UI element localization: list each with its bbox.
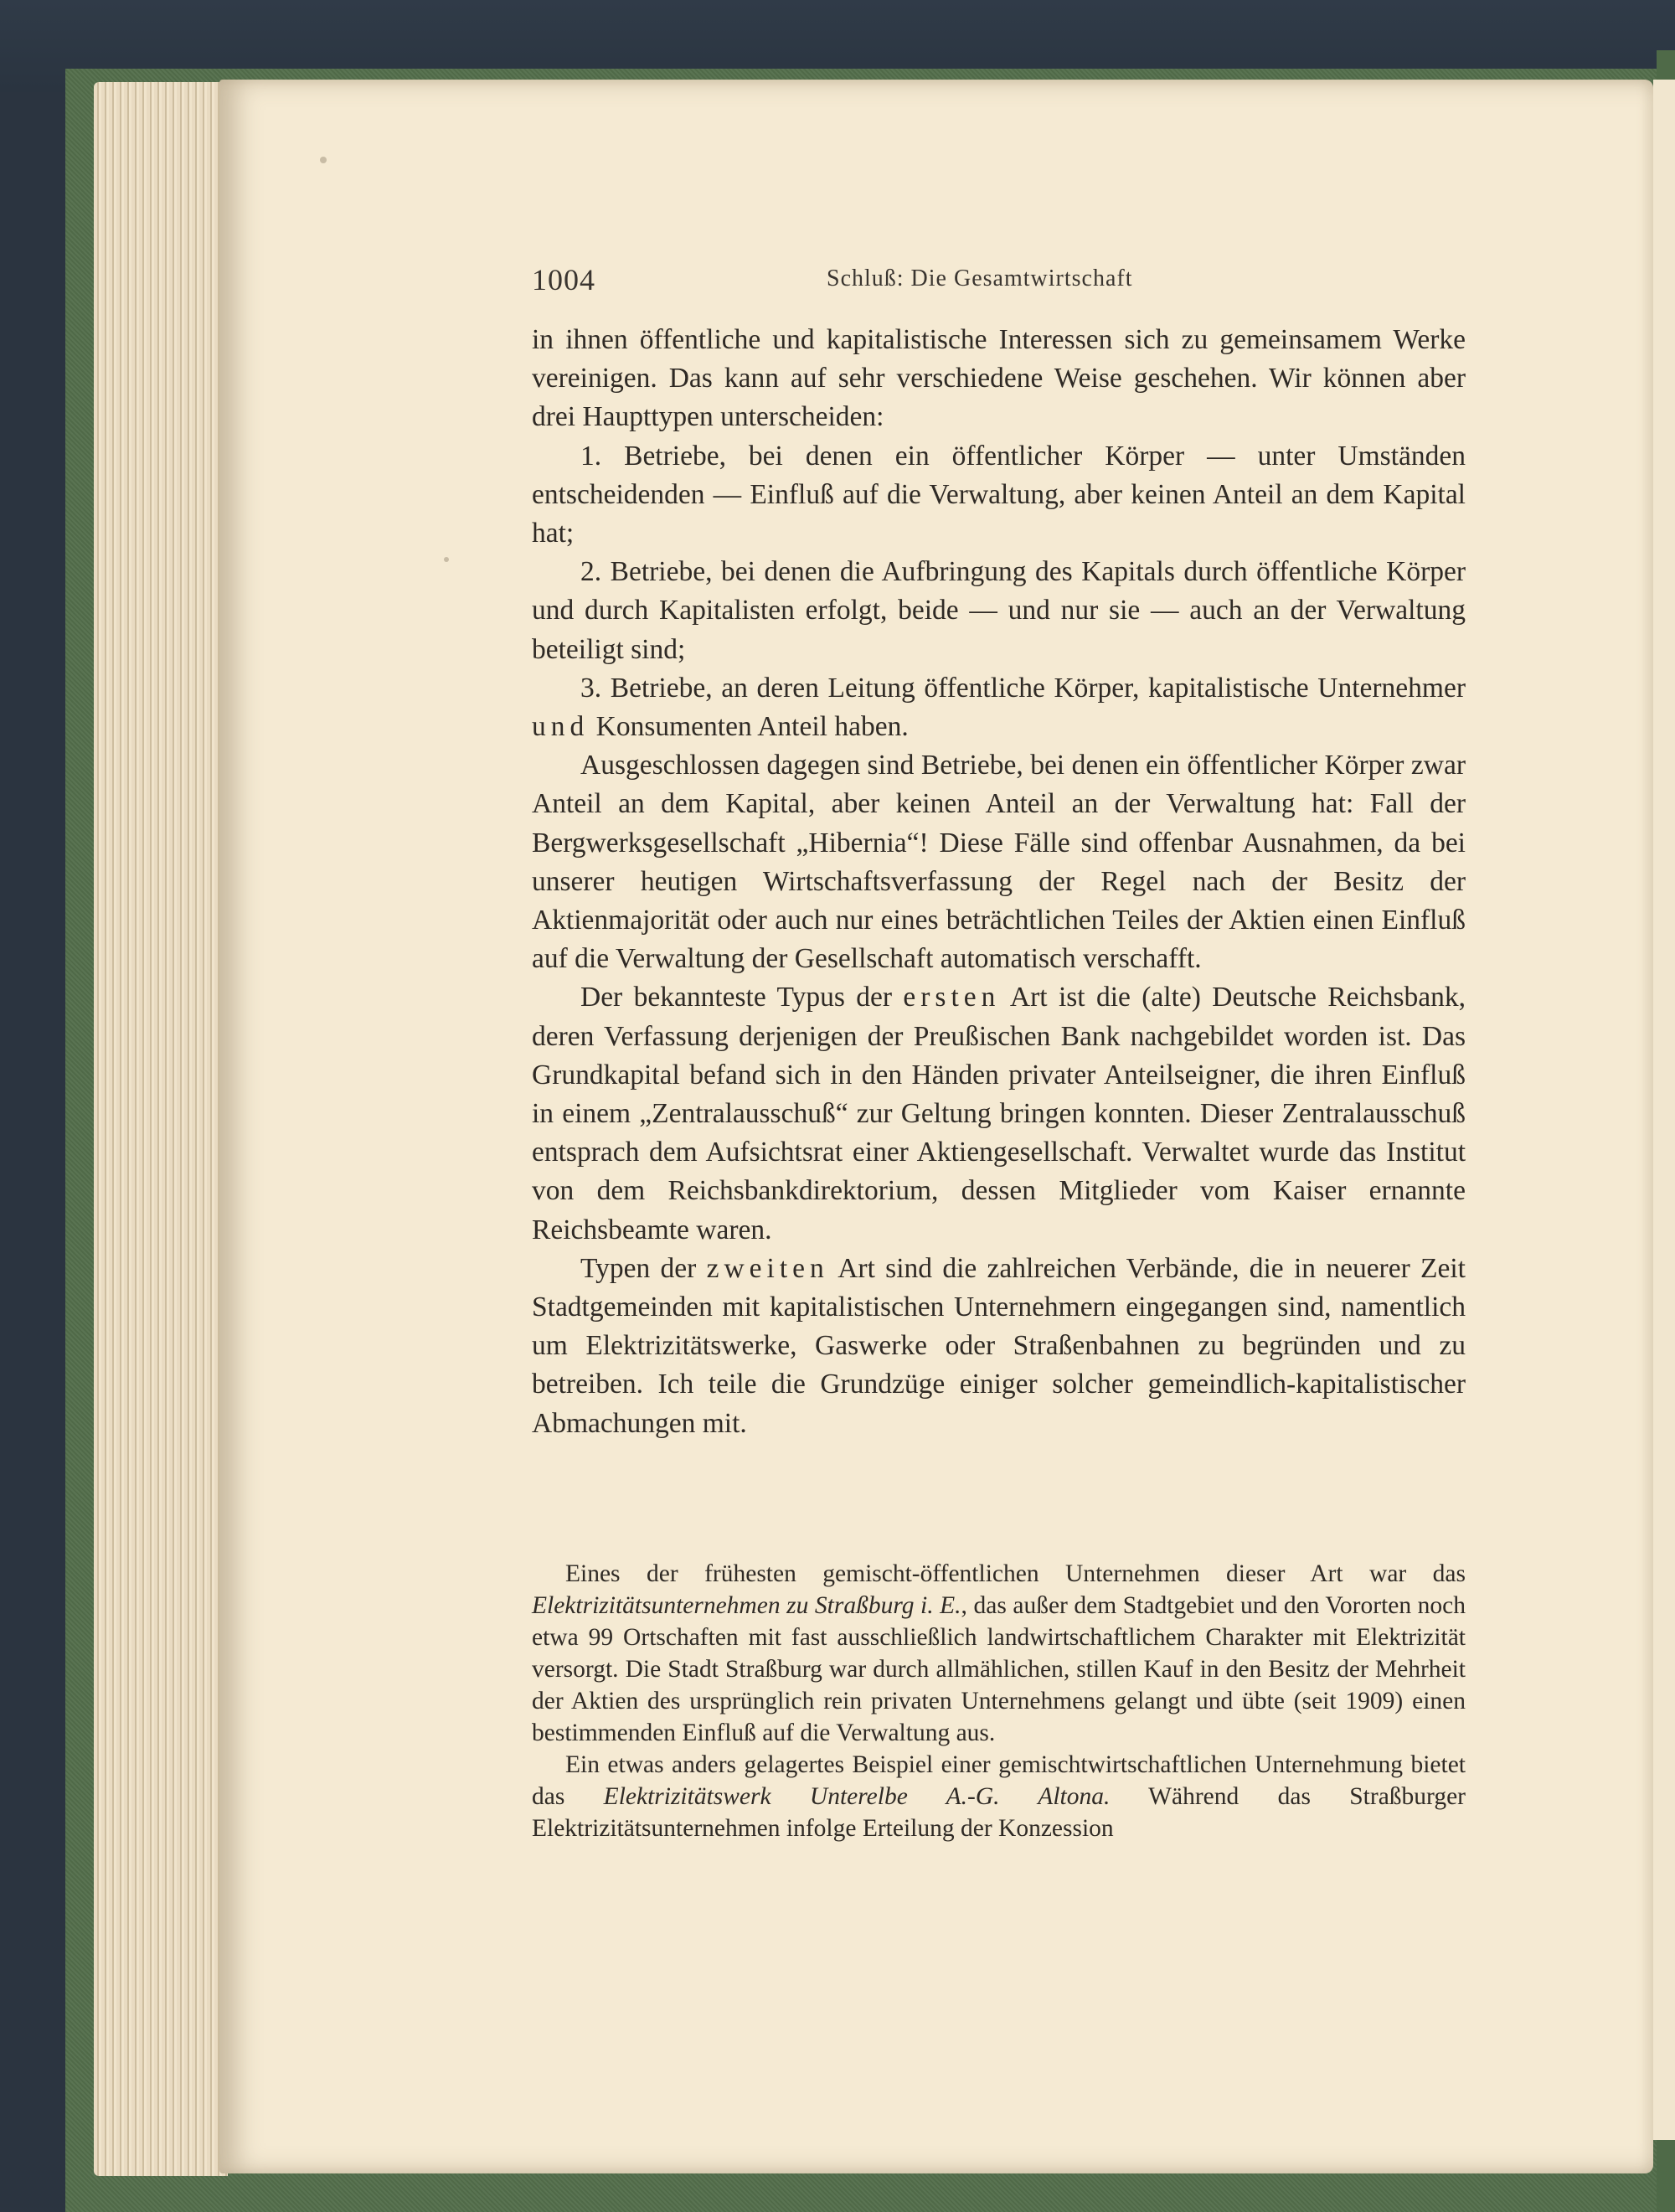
paper-speck — [320, 157, 327, 163]
strassburg-company-name: Elektrizitätsunternehmen zu Straßburg i. E. — [532, 1592, 961, 1619]
strassburg-text-b: , das außer dem Stadtgebiet und den Vororten noch etwa 99 Ortschaften mit fast ausschließlich landwirtschaftlichem Charakter mit Elektrizität versorgt. Die Stadt Straßburg war durch allmählichen, stillen Kauf in den Besitz der Mehrheit der Aktien des ursprünglich rein privaten Unternehmens gelangt und übte (seit 1909) einen bestimmenden Einfluß auf die Verwaltung aus. — [532, 1592, 1466, 1746]
paper-speck — [444, 557, 449, 562]
list-item-type-2: 2. Betriebe, bei denen die Aufbringung des Kapitals durch öffentliche Körper und durch Kapitalisten erfolgt, beide — und nur sie — auch an der Verwaltung beteiligt sind; — [532, 556, 1466, 665]
paragraph-first-type — [532, 978, 1466, 1249]
strassburg-text-a: Eines der frühesten gemischt-öffentlichen Unternehmen dieser Art war das — [565, 1560, 1466, 1587]
page-edges — [94, 82, 228, 2176]
facing-page-edge — [1653, 80, 1675, 2140]
paragraph-excluded: Ausgeschlossen dagegen sind Betriebe, bei denen ein öffentlicher Körper zwar Anteil an dem Kapital, aber keinen Anteil an der Verwaltung hat: Fall der Bergwerksgesellschaft „Hibernia“! Diese Fälle sind offenbar Ausnahmen, da bei unserer heutigen Wirtschaftsverfassung der Regel nach der Besitz der Aktienmajorität oder auch nur eines beträchtlichen Teiles der Aktien einen Einfluß auf die Verwaltung der Gesellschaft automatisch verschafft. — [532, 750, 1466, 975]
spaced-ersten: ersten — [903, 982, 1001, 1013]
second-type-text-a: Typen der — [580, 1252, 707, 1284]
altona-text-a: Ein etwas anders gelagertes Beispiel einer gemischtwirtschaftlichen Unternehmung bietet das — [532, 1751, 1466, 1810]
first-type-text-b: Art ist die (alte) Deutsche Reichsbank, deren Verfassung derjenigen der Preußischen Bank nachgebildet worden ist. Das Grundkapital befand sich in den Händen privater Anteilseigner, die ihren Einfluß in einem „Zentralausschuß“ zur Geltung bringen konnten. Dieser Zentralausschuß entsprach dem Aufsichtsrat einer Aktiengesellschaft. Verwaltet wurde das Institut von dem Reichsbankdirektorium, dessen Mitglieder vom Kaiser ernannte Reichsbeamte waren. — [532, 982, 1466, 1245]
first-type-text-a: Der bekannteste Typus der — [580, 982, 904, 1013]
spaced-zweiten: zweiten — [706, 1252, 829, 1284]
running-title: Schluß: Die Gesamtwirtschaft — [827, 266, 1133, 291]
small-paragraph-altona — [532, 1749, 1466, 1844]
type-3-spaced-und: und — [532, 711, 590, 743]
second-type-text-b: Art sind die zahlreichen Verbände, die in neuerer Zeit Stadtgemeinden mit kapitalistischen Unternehmern eingegangen sind, namentlich um Elektrizitätswerke, Gaswerke oder Straßenbahnen zu begründen und zu betreiben. Ich teile die Grundzüge einiger solcher gemeindlich-kapitalistischer Abmachungen mit. — [532, 1252, 1466, 1439]
main-text — [532, 321, 1466, 1443]
type-3-text-b: Konsumenten Anteil haben. — [589, 711, 909, 743]
type-3-text-a: 3. Betriebe, an deren Leitung öffentliche Körper, kapitalistische Unternehmer — [580, 672, 1466, 704]
list-item-type-1: 1. Betriebe, bei denen ein öffentlicher Körper — unter Umständen entscheidenden — Einfluß auf die Verwaltung, aber keinen Anteil an dem Kapital hat; — [532, 440, 1466, 549]
altona-text-b: Während das Straßburger Elektrizitätsunternehmen infolge Erteilung der Konzession — [532, 1783, 1466, 1842]
altona-company-name: Elektrizitätswerk Unterelbe A.-G. Altona. — [603, 1783, 1111, 1810]
page-header — [532, 260, 1466, 302]
page-number: 1004 — [532, 263, 595, 296]
paragraph-second-type — [532, 1250, 1466, 1443]
list-item-type-3 — [532, 669, 1466, 746]
paragraph-intro: in ihnen öffentliche und kapitalistische Interessen sich zu gemeinsamem Werke vereinigen. Das kann auf sehr verschiedene Weise geschehen. Wir können aber drei Haupttypen unterscheiden: — [532, 324, 1466, 433]
small-print-text — [532, 1558, 1466, 1844]
small-paragraph-strassburg — [532, 1558, 1466, 1749]
